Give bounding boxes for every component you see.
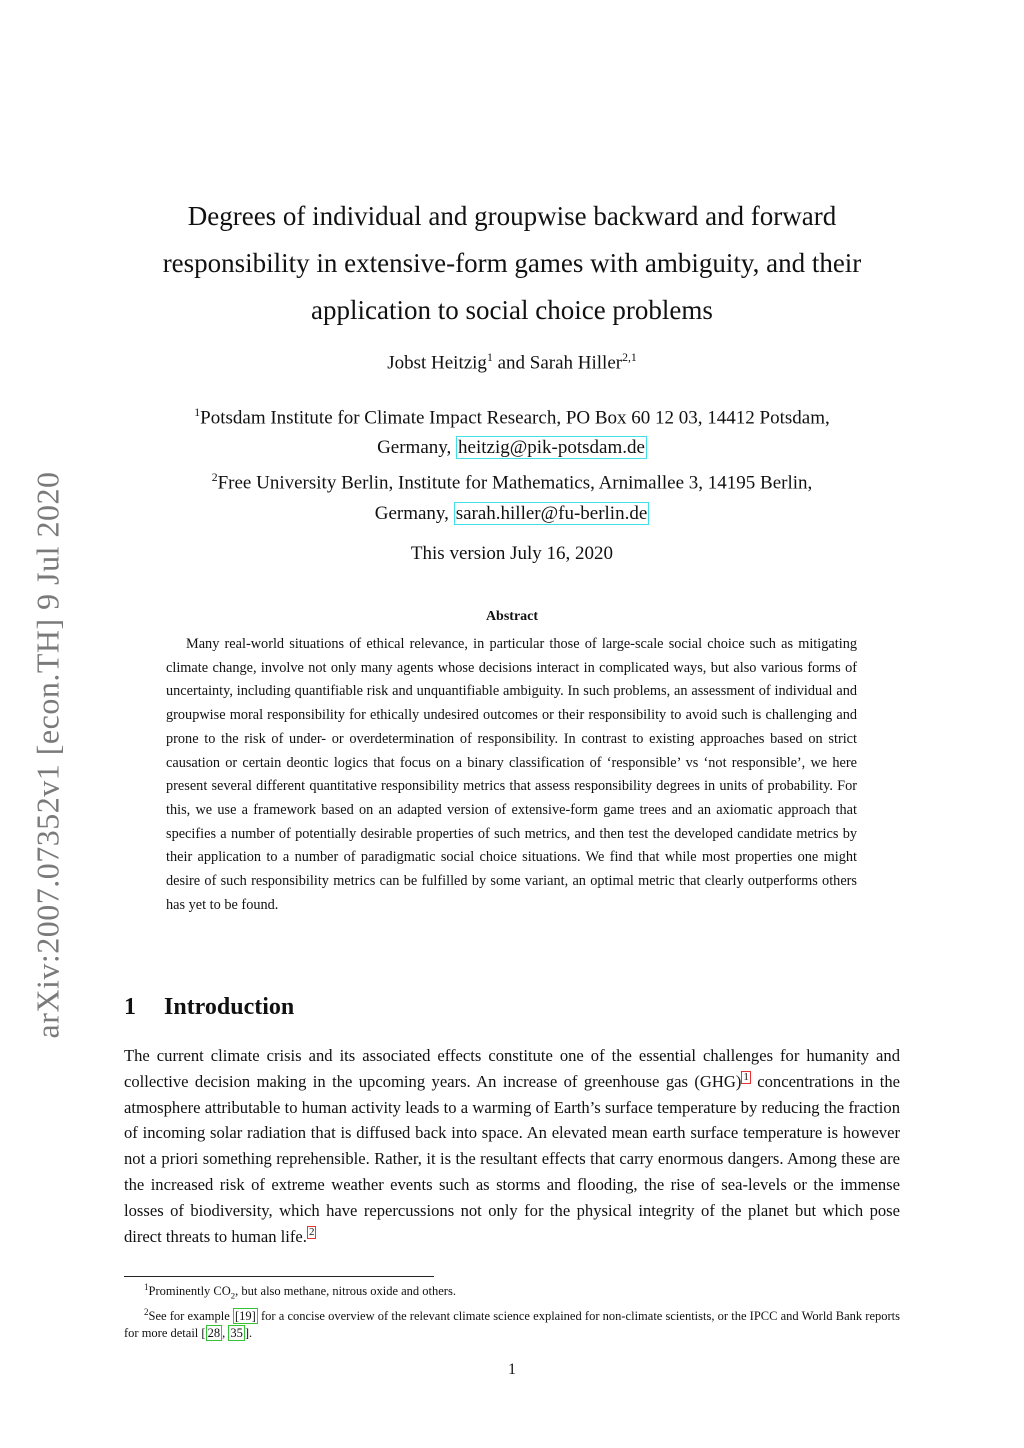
affiliation-country: Germany,	[374, 502, 454, 524]
author-name: Jobst Heitzig	[387, 352, 487, 374]
abstract-heading: Abstract	[485, 609, 539, 624]
arxiv-identifier	[18, 450, 78, 1060]
author-list	[124, 351, 900, 374]
author-affiliation-mark: 2,1	[622, 351, 637, 364]
footnote-text: Prominently CO	[148, 1284, 231, 1299]
abstract	[166, 633, 857, 917]
footnote	[124, 1304, 904, 1341]
citation-bracket: [	[201, 1325, 206, 1340]
footnote-text: , but also methane, nitrous oxide and others.	[235, 1284, 456, 1299]
citation-link[interactable]: 35	[230, 1325, 243, 1340]
footnote-subscript: 2	[230, 1290, 236, 1301]
affiliation-mark: 2	[211, 471, 218, 485]
affiliation-line	[124, 463, 900, 498]
footnote-text: .	[249, 1325, 253, 1340]
title-line: application to social choice problems	[311, 295, 713, 325]
footnote-mark: 2	[144, 1307, 149, 1318]
section-number: 1	[124, 994, 136, 1020]
affiliation-text: Potsdam Institute for Climate Impact Research, PO Box 60 12 03, 14412 Potsdam,	[200, 407, 830, 429]
affiliation-mark: 1	[194, 406, 201, 419]
intro-text	[124, 1043, 900, 1249]
section-heading	[124, 994, 294, 1021]
footnote-text: See for example	[148, 1309, 233, 1324]
footnote	[124, 1279, 900, 1304]
version-date: This version July 16, 2020	[410, 543, 614, 564]
author-affiliation-mark: 1	[486, 351, 493, 364]
affiliation-line	[124, 499, 900, 529]
intro-text-part: The current climate crisis and its associated effects constitute one of the essential challenges for humanity and collective decision making in the upcoming years. An increase of greenhouse gas (GHG)	[124, 1046, 900, 1091]
email-link[interactable]: heitzig@pik-potsdam.de	[458, 437, 645, 459]
footnote-mark: 1	[144, 1282, 149, 1292]
citation-separator: ,	[222, 1325, 229, 1340]
section-title: Introduction	[164, 994, 295, 1020]
footnote-text: for a concise overview of the relevant climate science explained for non-climate scientists, or the IPCC and World Bank reports for more detail	[124, 1309, 904, 1340]
footnotes	[124, 1279, 904, 1341]
intro-paragraph	[124, 1043, 900, 1249]
author-name: Sarah Hiller	[529, 352, 623, 374]
citation-bracket: ]	[244, 1325, 249, 1340]
email-link[interactable]: sarah.hiller@fu-berlin.de	[455, 502, 648, 524]
abstract-text: Many real-world situations of ethical relevance, in particular those of large-scale social choice such as mitigating climate change, involve not only many agents whose decisions interact in complicated ways, but also various forms of uncertainty, including quantifiable risk and unquantifiable ambiguity. In such problems, an assessment of individual and groupwise moral responsibility for ethically undesired outcomes or their responsibility to avoid such is challenging and prone to the risk of under- or overdetermination of responsibility. In contrast to existing approaches based on strict causation or certain deontic logics that focus on a binary classification of ‘responsible’ vs ‘not responsible’, we here present several different quantitative responsibility metrics that assess responsibility degrees in units of probability. For this, we use a framework based on an adapted version of extensive-form game trees and an axiomatic approach that specifies a number of potentially desirable properties of such metrics, and then test the developed candidate metrics by their application to a number of paradigmatic social choice situations. We find that while most properties one might desire of such responsibility metrics can be fulfilled by some variant, an optimal metric that clearly outperforms others has yet to be found.	[166, 636, 857, 913]
footnote-rule	[124, 1276, 434, 1277]
title-line: Degrees of individual and groupwise backward and forward	[187, 201, 837, 231]
paper-title	[124, 193, 900, 334]
affiliation-text: Free University Berlin, Institute for Mathematics, Arnimallee 3, 14195 Berlin,	[217, 472, 813, 494]
affiliations	[124, 398, 900, 529]
footnote-link[interactable]: 1	[743, 1071, 749, 1084]
citation-link[interactable]: [19]	[234, 1309, 256, 1324]
affiliation-line	[124, 398, 900, 433]
affiliation-country: Germany,	[377, 437, 457, 459]
intro-text-part: concentrations in the atmosphere attributable to human activity leads to a warming of Earth’s surface temperature by reducing the fraction of incoming solar radiation that is diffused back into space. An elevated mean earth surface temperature is however not a priori something reprehensible. Rather, it is the resultant effects that carry enormous dangers. Among these are the increased risk of extreme weather events such as storms and flooding, the rise of sea-levels or the immense losses of biodiversity, which have repercussions not only for the physical integrity of the planet but which pose direct threats to human life.	[124, 1071, 900, 1246]
citation-link[interactable]: 28	[207, 1325, 221, 1340]
title-line: responsibility in extensive-form games with ambiguity, and their	[162, 248, 862, 278]
page-number: 1	[508, 1361, 516, 1378]
author-conjunction: and	[492, 352, 530, 374]
affiliation-line	[124, 433, 900, 463]
arxiv-identifier-text: arXiv:2007.07352v1 [econ.TH] 9 Jul 2020	[29, 471, 66, 1039]
footnote-link[interactable]: 2	[308, 1226, 315, 1239]
